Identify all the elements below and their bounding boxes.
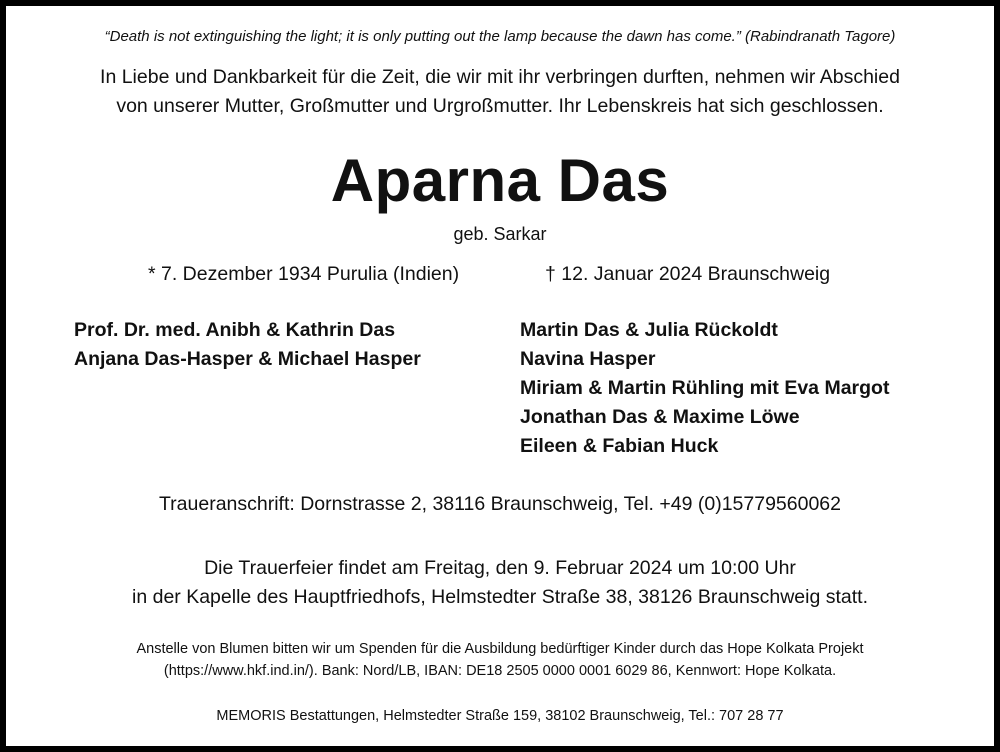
family-member: Anjana Das-Hasper & Michael Hasper [74, 348, 421, 370]
mourning-address: Traueranschrift: Dornstrasse 2, 38116 Braunschweig, Tel. +49 (0)15779560062 [158, 493, 841, 515]
deceased-name: Aparna Das [330, 147, 670, 214]
family-member: Eileen & Fabian Huck [520, 435, 719, 457]
obituary-notice [6, 6, 994, 746]
birth-date: * 7. Dezember 1934 Purulia (Indien) [148, 263, 460, 285]
family-member: Navina Hasper [520, 348, 656, 370]
donation-line: (https://www.hkf.ind.in/). Bank: Nord/LB, IBAN: DE18 2505 0000 0001 6029 86, Kennwort: Hope Kolkata. [163, 663, 837, 679]
donation-line: Anstelle von Blumen bitten wir um Spenden für die Ausbildung bedürftiger Kinder durch das Hope Kolkata Projekt [136, 641, 864, 657]
death-date: † 12. Januar 2024 Braunschweig [545, 263, 831, 285]
undertaker-info: MEMORIS Bestattungen, Helmstedter Straße 159, 38102 Braunschweig, Tel.: 707 28 77 [216, 708, 784, 724]
family-member: Martin Das & Julia Rückoldt [520, 319, 778, 341]
maiden-name: geb. Sarkar [453, 224, 547, 244]
family-member: Jonathan Das & Maxime Löwe [520, 406, 800, 428]
family-list-right [520, 316, 889, 461]
intro-line: von unserer Mutter, Großmutter und Urgroßmutter. Ihr Lebenskreis hat sich geschlossen. [116, 95, 884, 117]
intro-line: In Liebe und Dankbarkeit für die Zeit, die wir mit ihr verbringen durften, nehmen wir Abschied [100, 66, 900, 88]
intro-text [6, 63, 994, 121]
tagore-quote: “Death is not extinguishing the light; it is only putting out the lamp because the dawn has come.” (Rabindranath Tagore) [104, 28, 896, 45]
family-list-left [74, 316, 421, 374]
ceremony-line: in der Kapelle des Hauptfriedhofs, Helmstedter Straße 38, 38126 Braunschweig statt. [132, 586, 868, 608]
family-member: Prof. Dr. med. Anibh & Kathrin Das [74, 319, 396, 341]
family-member: Miriam & Martin Rühling mit Eva Margot [520, 377, 890, 399]
funeral-ceremony [6, 554, 994, 612]
donation-request [6, 638, 994, 682]
ceremony-line: Die Trauerfeier findet am Freitag, den 9. Februar 2024 um 10:00 Uhr [204, 557, 796, 579]
